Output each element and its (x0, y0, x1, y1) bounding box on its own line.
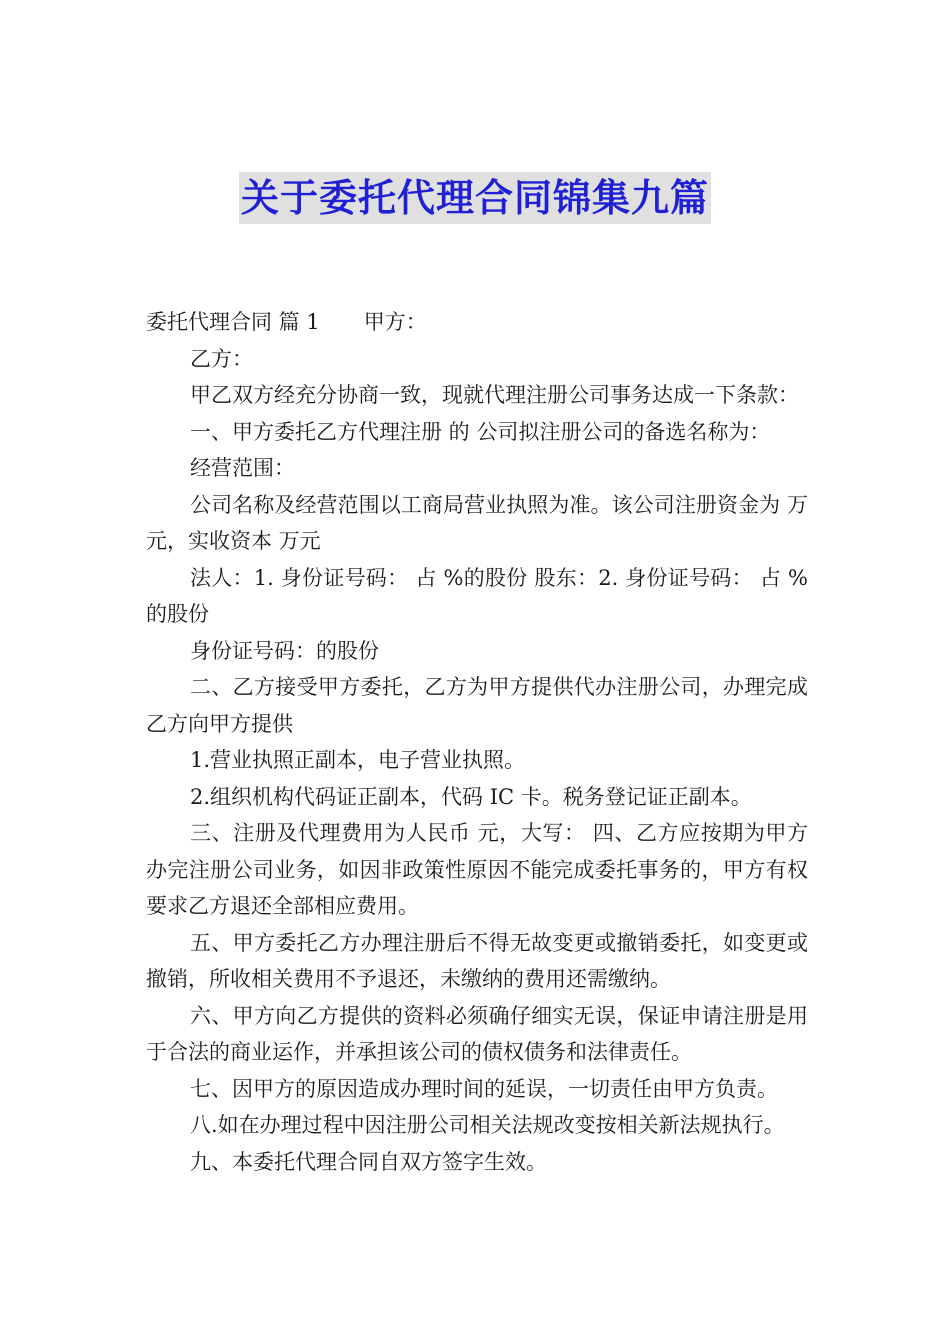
paragraph: 身份证号码：的股份 (190, 638, 379, 663)
paragraph: 九、本委托代理合同自双方签字生效。 (190, 1149, 547, 1174)
paragraph: 七、因甲方的原因造成办理时间的延误，一切责任由甲方负责。 (190, 1076, 778, 1101)
first-line (146, 304, 808, 341)
paragraph: 乙方： (190, 346, 253, 371)
paragraph: 五、甲方委托乙方办理注册后不得无故变更或撤销委托，如变更或撤销，所收相关费用不予退还，未缴纳的费用还需缴纳。 (146, 930, 808, 991)
paragraph: 经营范围： (190, 456, 295, 480)
paragraph: 法人：1. 身份证号码： 占 %的股份 股东：2. 身份证号码： 占 %的股份 (146, 565, 808, 626)
party-a-label: 甲方： (363, 310, 427, 334)
paragraph: 一、甲方委托乙方代理注册 的 公司拟注册公司的备选名称为： (190, 419, 771, 444)
paragraph: 2.组织机构代码证正副本，代码 IC 卡。税务登记证正副本。 (190, 784, 752, 809)
paragraph: 公司名称及经营范围以工商局营业执照为准。该公司注册资金为 万元，实收资本 万元 (146, 492, 808, 553)
section-heading: 委托代理合同 篇 1 (146, 310, 320, 334)
paragraph: 三、注册及代理费用为人民币 元，大写： 四、乙方应按期为甲方办完注册公司业务，如因非政策性原因不能完成委托事务的，甲方有权要求乙方退还全部相应费用。 (146, 821, 808, 918)
document-body (146, 304, 808, 1180)
paragraph: 八.如在办理过程中因注册公司相关法规改变按相关新法规执行。 (190, 1113, 785, 1137)
paragraph: 甲乙双方经充分协商一致，现就代理注册公司事务达成一下条款： (190, 383, 799, 407)
paragraph: 六、甲方向乙方提供的资料必须确仔细实无误，保证申请注册是用于合法的商业运作，并承担该公司的债权债务和法律责任。 (146, 1003, 808, 1064)
paragraph: 二、乙方接受甲方委托，乙方为甲方提供代办注册公司，办理完成乙方向甲方提供 (146, 675, 808, 736)
title-container (0, 172, 950, 224)
paragraph: 1.营业执照正副本，电子营业执照。 (190, 748, 526, 772)
document-title: 关于委托代理合同锦集九篇 (239, 172, 711, 224)
